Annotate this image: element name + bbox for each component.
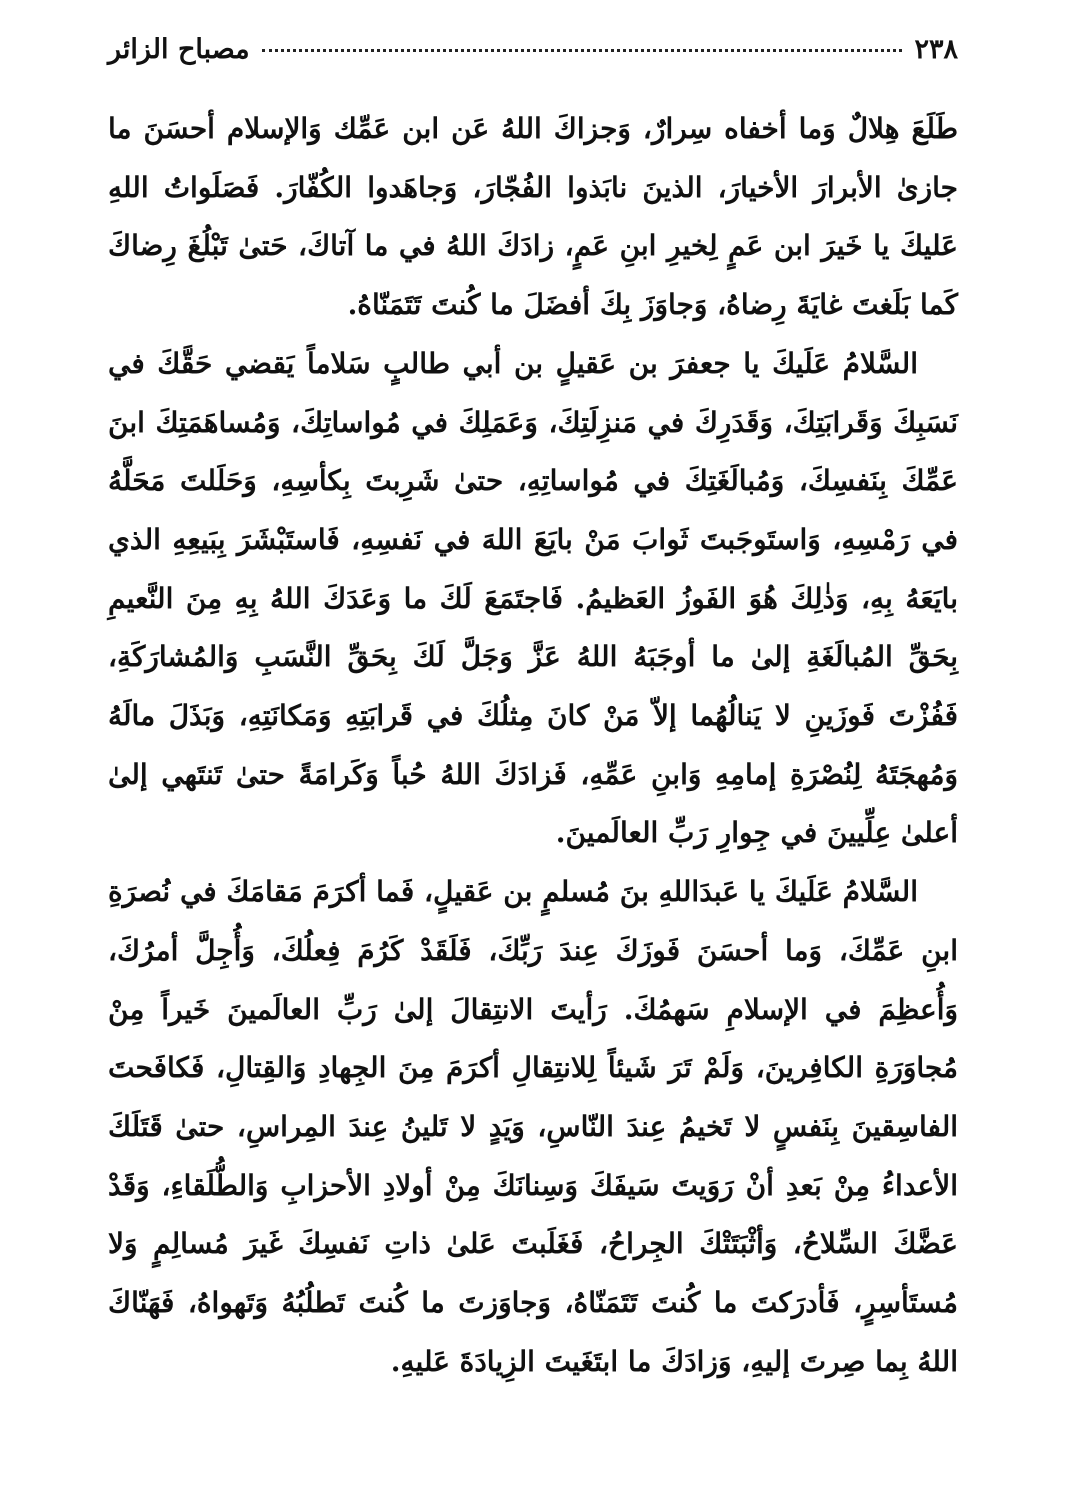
paragraph-2: السَّلامُ عَلَيكَ يا جعفرَ بن عَقيلٍ بن أبي طالبٍ سَلاماً يَقضي حَقَّكَ في نَسَبِكَ وَقَرابَتِكَ، وَقَدَرِكَ في مَنزِلَتِكَ، وَعَمَلِكَ في مُواساتِكَ، وَمُساهَمَتِكَ ابنَ عَمِّكَ بِنَفسِكَ، وَمُبالَغَتِكَ في مُواساتِهِ، حتىٰ شَرِبتَ بِكأسِهِ، وَحَلَلتَ مَحَلَّهُ في رَمْسِهِ، وَاستَوجَبتَ ثَوابَ مَنْ بايَعَ اللهَ في نَفسِهِ، فَاستَبْشَرَ بِبَيعِهِ الذي بايَعَهُ بِهِ، وَذٰلِكَ هُوَ الفَوزُ العَظيمُ. فَاجتَمَعَ لَكَ ما وَعَدَكَ اللهُ بِهِ مِنَ النَّعيمِ بِحَقِّ المُبالَغَةِ إلىٰ ما أوجَبَهُ اللهُ عَزَّ وَجَلَّ لَكَ بِحَقِّ النَّسَبِ وَالمُشارَكَةِ، فَفُزْتَ فَوزَينِ لا يَنالُهُما إلاّ مَنْ كانَ مِثلُكَ في قَرابَتِهِ وَمَكانَتِهِ، وَبَذَلَ مالَهُ وَمُهجَتَهُ لِنُصْرَةِ إمامِهِ وَابنِ عَمِّهِ، فَزادَكَ اللهُ حُباً وَكَرامَةً حتىٰ تَنتَهي إلىٰ أعلىٰ عِلِّيينَ في جِوارِ رَبِّ العالَمينَ.	[108, 346, 958, 850]
paragraph-3: السَّلامُ عَلَيكَ يا عَبدَاللهِ بنَ مُسلمٍ بن عَقيلٍ، فَما أكرَمَ مَقامَكَ في نُصرَةِ ابنِ عَمِّكَ، وَما أحسَنَ فَوزَكَ عِندَ رَبِّكَ، فَلَقَدْ كَرُمَ فِعلُكَ، وَأُجِلَّ أمرُكَ، وَأُعظِمَ في الإسلامِ سَهمُكَ. رَأيتَ الانتِقالَ إلىٰ رَبِّ العالَمينَ خَيراً مِنْ مُجاوَرَةِ الكافِرينَ، وَلَمْ تَرَ شَيئاً لِلانتِقالِ أكرَمَ مِنَ الجِهادِ وَالقِتالِ، فَكافَحتَ الفاسِقينَ بِنَفسٍ لا تَخيمُ عِندَ النّاسِ، وَيَدٍ لا تَلينُ عِندَ المِراسِ، حتىٰ قَتَلَكَ الأعداءُ مِنْ بَعدِ أنْ رَوَيتَ سَيفَكَ وَسِنانَكَ مِنْ أولادِ الأحزابِ وَالطُّلَقاءِ، وَقَدْ عَضَّكَ السِّلاحُ، وَأثْبَتَتْكَ الجِراحُ، فَغَلَبتَ عَلىٰ ذاتِ نَفسِكَ غَيرَ مُسالِمٍ وَلا مُستَأسِرٍ، فَأدرَكتَ ما كُنتَ تَتَمَنّاهُ، وَجاوَزتَ ما كُنتَ تَطلُبُهُ وَتَهواهُ، فَهَنّاكَ اللهُ بِما صِرتَ إليهِ، وَزادَكَ ما ابتَغَيتَ الزِيادَةَ عَليهِ.	[108, 875, 958, 1378]
dotted-leader	[262, 49, 903, 52]
body-text	[108, 100, 958, 1391]
running-header	[108, 34, 958, 74]
book-title: مصباح الزائر	[108, 34, 250, 65]
page-number: ٢٣٨	[914, 34, 958, 65]
paragraph-1: طَلَعَ هِلالٌ وَما أخفاه سِرارٌ، وَجزاكَ اللهُ عَن ابن عَمِّك وَالإسلام أحسَنَ ما جازىٰ الأبرارَ الأخيارَ، الذينَ نابَذوا الفُجّارَ، وَجاهَدوا الكُفّارَ. فَصَلَواتُ اللهِ عَليكَ يا خَيرَ ابن عَمٍ لِخيرِ ابنِ عَمٍ، زادَكَ اللهُ في ما آتاكَ، حَتىٰ تَبْلُغَ رِضاكَ كَما بَلَغتَ غايَةَ رِضاهُ، وَجاوَزَ بِكَ أفضَلَ ما كُنتَ تَتَمَنّاهُ.	[108, 112, 958, 322]
